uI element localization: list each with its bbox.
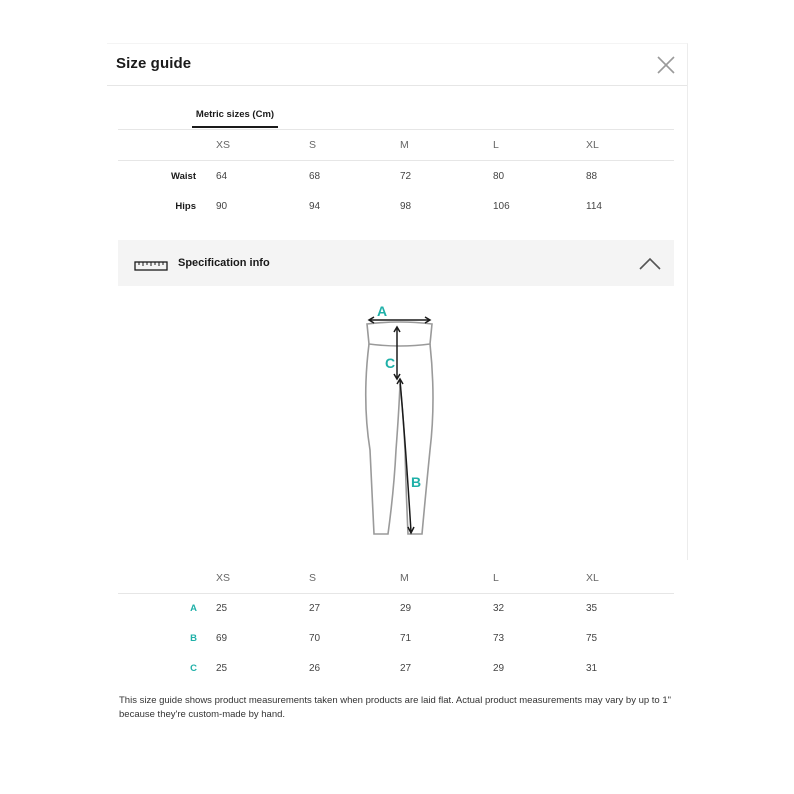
table-cell: 72 (400, 171, 412, 182)
table-cell: 70 (309, 633, 321, 644)
column-header: XL (586, 572, 599, 584)
table-cell: 27 (400, 663, 412, 674)
row-label-c: C (190, 663, 197, 674)
table-cell: 94 (309, 201, 321, 212)
table-cell: 88 (586, 171, 598, 182)
column-header: XS (216, 572, 231, 584)
table-header-divider (118, 593, 674, 594)
modal-title: Size guide (116, 55, 192, 72)
column-header: XL (586, 139, 599, 151)
column-header: S (309, 572, 317, 584)
table-cell: 29 (400, 603, 412, 614)
diagram-label-a: A (377, 303, 388, 319)
table-cell: 69 (216, 633, 228, 644)
row-label-b: B (190, 633, 197, 644)
diagram-label-c: C (385, 355, 396, 371)
table-cell: 29 (493, 663, 505, 674)
chevron-up-icon[interactable] (638, 255, 662, 271)
table-cell: 26 (309, 663, 321, 674)
close-button[interactable] (655, 54, 677, 76)
close-icon (655, 54, 677, 76)
table-cell: 25 (216, 663, 228, 674)
ruler-icon (134, 258, 168, 268)
table-cell: 106 (493, 201, 510, 212)
table-cell: 64 (216, 171, 228, 182)
column-header: XS (216, 139, 231, 151)
table-cell: 114 (586, 201, 602, 212)
diagram-label-b: B (411, 474, 422, 490)
column-header: M (400, 139, 409, 151)
table-cell: 73 (493, 633, 505, 644)
table-cell: 75 (586, 633, 598, 644)
table-cell: 68 (309, 171, 321, 182)
table-cell: 35 (586, 603, 598, 614)
table-cell: 31 (586, 663, 598, 674)
row-label-hips: Hips (175, 201, 196, 212)
table-cell: 32 (493, 603, 505, 614)
table-cell: 90 (216, 201, 228, 212)
column-header: M (400, 572, 409, 584)
column-header: L (493, 139, 499, 151)
modal-header (107, 43, 687, 86)
table-cell: 98 (400, 201, 412, 212)
row-label-waist: Waist (171, 171, 196, 182)
table-cell: 27 (309, 603, 321, 614)
specification-info-title: Specification info (178, 257, 270, 269)
column-header: L (493, 572, 499, 584)
row-label-a: A (190, 603, 197, 614)
table-cell: 71 (400, 633, 412, 644)
table-cell: 25 (216, 603, 228, 614)
table-header-divider (118, 160, 674, 161)
tab-divider (118, 129, 674, 130)
leggings-measurement-diagram (350, 300, 450, 540)
column-header: S (309, 139, 317, 151)
table-cell: 80 (493, 171, 505, 182)
tab-metric-sizes[interactable]: Metric sizes (Cm) (192, 102, 278, 128)
size-guide-footnote: This size guide shows product measurements taken when products are laid flat. Actual product measurements may vary by up to 1" because they're custom-made by hand. (119, 695, 672, 720)
